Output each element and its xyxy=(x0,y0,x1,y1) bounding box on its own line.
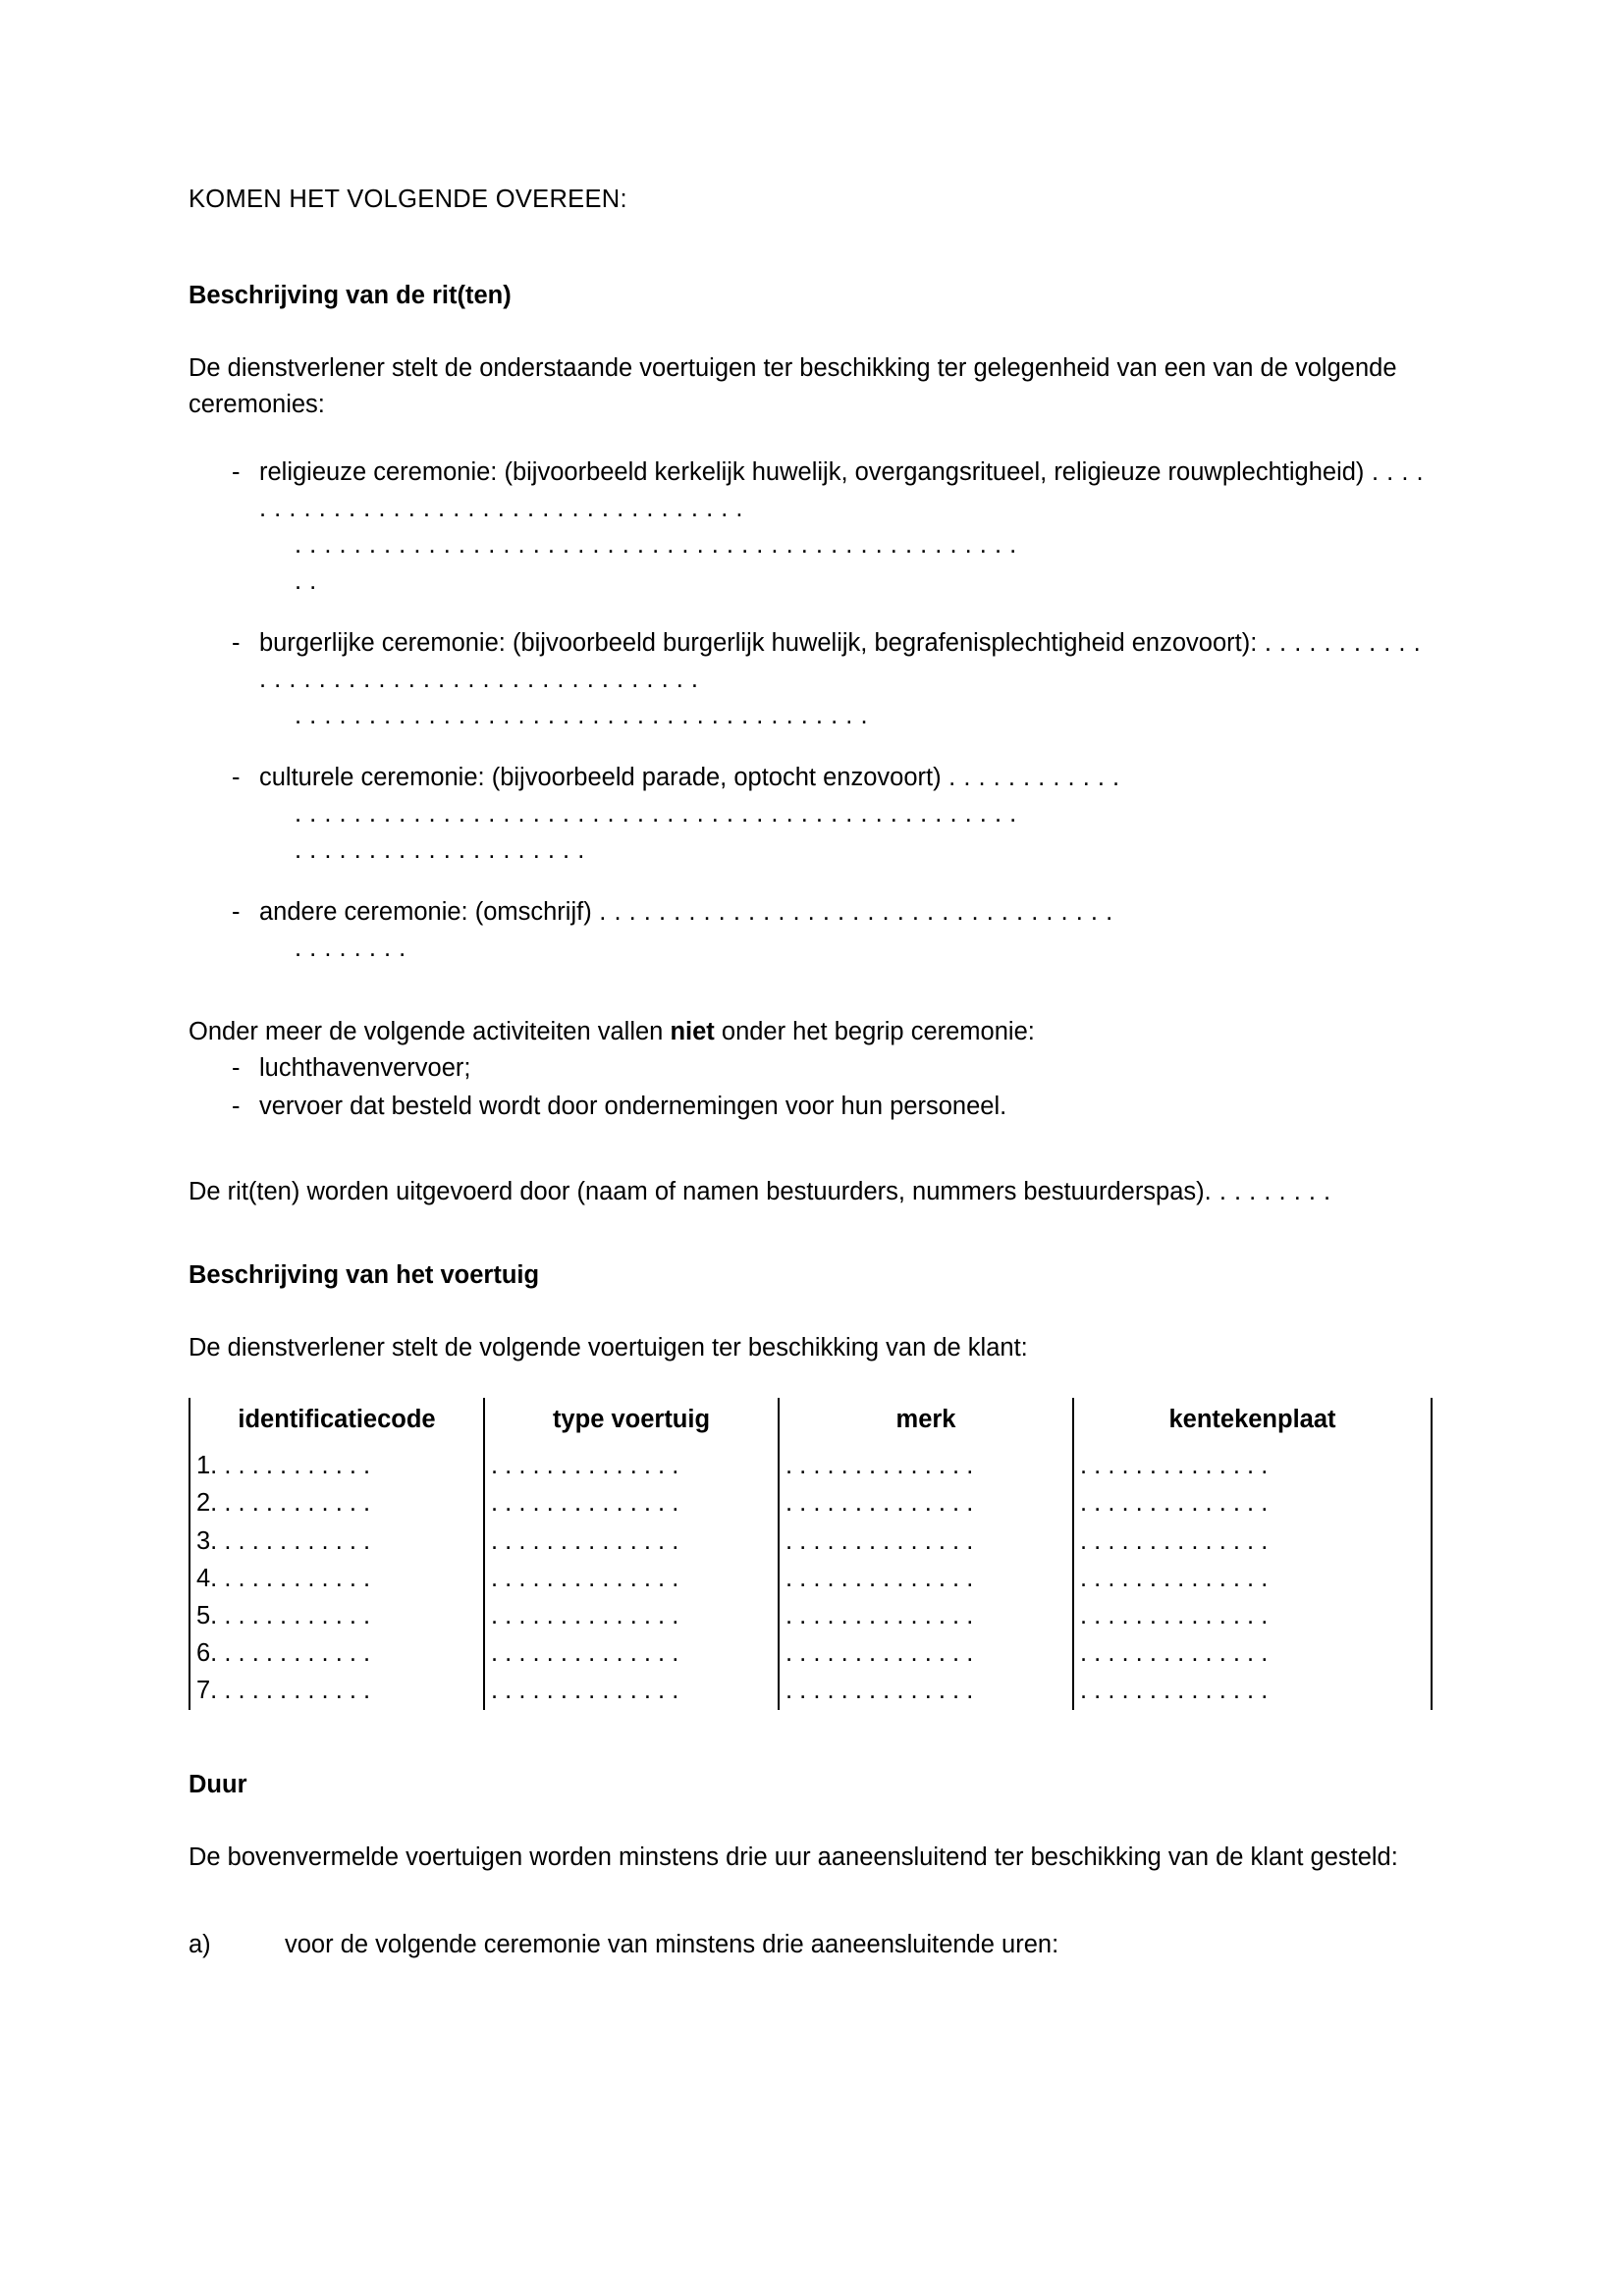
dots-fill: . . . . . . . . . . . . . . . . . . . . . . . . . . . . . . . . . . . . . . . . . xyxy=(259,629,1422,694)
cell-identificatiecode[interactable]: 1. . . . . . . . . . . . xyxy=(189,1447,484,1484)
cell-type-voertuig[interactable]: . . . . . . . . . . . . . . xyxy=(484,1447,779,1484)
dots-fill: . . . . . . . . . . . . . . . . . . . . xyxy=(295,836,585,865)
exclusion-intro xyxy=(189,1014,1428,1050)
dash-marker: - xyxy=(232,898,241,927)
cell-merk[interactable]: . . . . . . . . . . . . . . xyxy=(779,1447,1073,1484)
section3-intro: De bovenvermelde voertuigen worden minstens drie uur aaneensluitend ter beschikking van de klant gesteld: xyxy=(189,1842,1398,1871)
column-header-merk: merk xyxy=(779,1398,1073,1447)
item-a-marker: a) xyxy=(189,1930,211,1958)
dots-fill: . . . . . . . . . . . . xyxy=(941,764,1120,792)
cell-merk[interactable]: . . . . . . . . . . . . . . xyxy=(779,1484,1073,1522)
dash-marker: - xyxy=(232,764,241,792)
column-header-identificatiecode: identificatiecode xyxy=(189,1398,484,1447)
vehicle-table xyxy=(189,1398,1433,1710)
cell-identificatiecode[interactable]: 5. . . . . . . . . . . . xyxy=(189,1597,484,1634)
section2-intro: De dienstverlener stelt de volgende voertuigen ter beschikking van de klant: xyxy=(189,1334,1028,1362)
dots-fill: . . xyxy=(295,567,317,596)
cell-kentekenplaat[interactable]: . . . . . . . . . . . . . . xyxy=(1073,1560,1432,1597)
dots-fill: . . . . . . . . . . . . . . . . . . . . . . . . . . . . . . . . . . . xyxy=(591,898,1113,927)
column-header-type-voertuig: type voertuig xyxy=(484,1398,779,1447)
cell-identificatiecode[interactable]: 2. . . . . . . . . . . . xyxy=(189,1484,484,1522)
list-item xyxy=(189,625,1428,734)
dash-marker: - xyxy=(232,629,241,658)
list-item-label: andere ceremonie: (omschrijf) xyxy=(259,898,592,927)
dots-fill: . . . . . . . . . . . . . . . . . . . . . . . . . . . . . . . . . . . . . . . . . . . . . . . . . xyxy=(295,531,1017,560)
cell-identificatiecode[interactable]: 3. . . . . . . . . . . . xyxy=(189,1522,484,1560)
drivers-paragraph xyxy=(189,1174,1428,1210)
cell-type-voertuig[interactable]: . . . . . . . . . . . . . . xyxy=(484,1597,779,1634)
dots-fill: . . . . . . . . . xyxy=(1204,1177,1331,1205)
dots-fill: . . . . . . . . . . . . . . . . . . . . . . . . . . . . . . . . . . . . . . . . . . . . . . . . . xyxy=(295,800,1017,828)
column-header-kentekenplaat: kentekenplaat xyxy=(1073,1398,1432,1447)
dots-fill: . . . . . . . . xyxy=(295,934,406,962)
table-row xyxy=(189,1484,1432,1522)
ceremony-list xyxy=(189,454,1428,967)
cell-kentekenplaat[interactable]: . . . . . . . . . . . . . . xyxy=(1073,1447,1432,1484)
table-row xyxy=(189,1597,1432,1634)
cell-kentekenplaat[interactable]: . . . . . . . . . . . . . . xyxy=(1073,1522,1432,1560)
cell-identificatiecode[interactable]: 4. . . . . . . . . . . . xyxy=(189,1560,484,1597)
dots-fill: . . . . . . . . . . . . . . . . . . . . . . . . . . . . . . . . . . . . . . . xyxy=(295,702,869,730)
document-body xyxy=(189,182,1428,1962)
section-title-duur: Duur xyxy=(189,1770,247,1798)
exclusion-intro-before: Onder meer de volgende activiteiten vallen xyxy=(189,1017,671,1045)
list-item-label: vervoer dat besteld wordt door ondernemingen voor hun personeel. xyxy=(259,1092,1007,1120)
list-item xyxy=(189,1089,1428,1125)
item-a-label: voor de volgende ceremonie van minstens drie aaneensluitende uren: xyxy=(285,1930,1059,1958)
exclusion-intro-after: onder het begrip ceremonie: xyxy=(714,1017,1035,1045)
list-item-label: burgerlijke ceremonie: (bijvoorbeeld burgerlijk huwelijk, begrafenisplechtigheid enzovoort): xyxy=(259,629,1258,658)
cell-merk[interactable]: . . . . . . . . . . . . . . xyxy=(779,1634,1073,1672)
cell-merk[interactable]: . . . . . . . . . . . . . . xyxy=(779,1560,1073,1597)
list-item xyxy=(189,760,1428,869)
cell-type-voertuig[interactable]: . . . . . . . . . . . . . . xyxy=(484,1560,779,1597)
section-title-ritten: Beschrijving van de rit(ten) xyxy=(189,282,512,310)
dots-fill: . . . . . . . . . . . . . . . . . . . . . . . . . . . . . . . . . . . . . xyxy=(259,458,1425,523)
cell-type-voertuig[interactable]: . . . . . . . . . . . . . . xyxy=(484,1484,779,1522)
list-item xyxy=(189,894,1428,967)
exclusion-intro-emphasis: niet xyxy=(670,1017,715,1045)
cell-merk[interactable]: . . . . . . . . . . . . . . xyxy=(779,1672,1073,1709)
cell-type-voertuig[interactable]: . . . . . . . . . . . . . . xyxy=(484,1672,779,1709)
cell-type-voertuig[interactable]: . . . . . . . . . . . . . . xyxy=(484,1634,779,1672)
dash-marker: - xyxy=(232,1092,241,1120)
drivers-text: De rit(ten) worden uitgevoerd door (naam of namen bestuurders, nummers bestuurderspas) xyxy=(189,1177,1205,1205)
list-item-label: luchthavenvervoer; xyxy=(259,1053,471,1082)
table-row xyxy=(189,1672,1432,1709)
list-item xyxy=(189,1050,1428,1087)
list-item-label: religieuze ceremonie: (bijvoorbeeld kerkelijk huwelijk, overgangsritueel, religieuze rouwplechtigheid) xyxy=(259,458,1365,487)
dash-marker: - xyxy=(232,1053,241,1082)
cell-kentekenplaat[interactable]: . . . . . . . . . . . . . . xyxy=(1073,1634,1432,1672)
cell-kentekenplaat[interactable]: . . . . . . . . . . . . . . xyxy=(1073,1597,1432,1634)
section-title-voertuig: Beschrijving van het voertuig xyxy=(189,1260,540,1289)
dash-marker: - xyxy=(232,458,241,487)
page-heading: KOMEN HET VOLGENDE OVEREEN: xyxy=(189,186,627,213)
cell-merk[interactable]: . . . . . . . . . . . . . . xyxy=(779,1522,1073,1560)
exclusion-list xyxy=(189,1050,1428,1125)
table-row xyxy=(189,1447,1432,1484)
cell-type-voertuig[interactable]: . . . . . . . . . . . . . . xyxy=(484,1522,779,1560)
cell-merk[interactable]: . . . . . . . . . . . . . . xyxy=(779,1597,1073,1634)
table-row xyxy=(189,1522,1432,1560)
list-item-label: culturele ceremonie: (bijvoorbeeld parade, optocht enzovoort) xyxy=(259,764,942,792)
cell-identificatiecode[interactable]: 6. . . . . . . . . . . . xyxy=(189,1634,484,1672)
duur-item-a xyxy=(189,1927,1428,1962)
cell-kentekenplaat[interactable]: . . . . . . . . . . . . . . xyxy=(1073,1484,1432,1522)
list-item xyxy=(189,454,1428,600)
table-header-row xyxy=(189,1398,1432,1447)
cell-kentekenplaat[interactable]: . . . . . . . . . . . . . . xyxy=(1073,1672,1432,1709)
table-row xyxy=(189,1560,1432,1597)
table-row xyxy=(189,1634,1432,1672)
section1-intro: De dienstverlener stelt de onderstaande voertuigen ter beschikking ter gelegenheid van een van de volgende ceremonies: xyxy=(189,354,1397,419)
cell-identificatiecode[interactable]: 7. . . . . . . . . . . . xyxy=(189,1672,484,1709)
